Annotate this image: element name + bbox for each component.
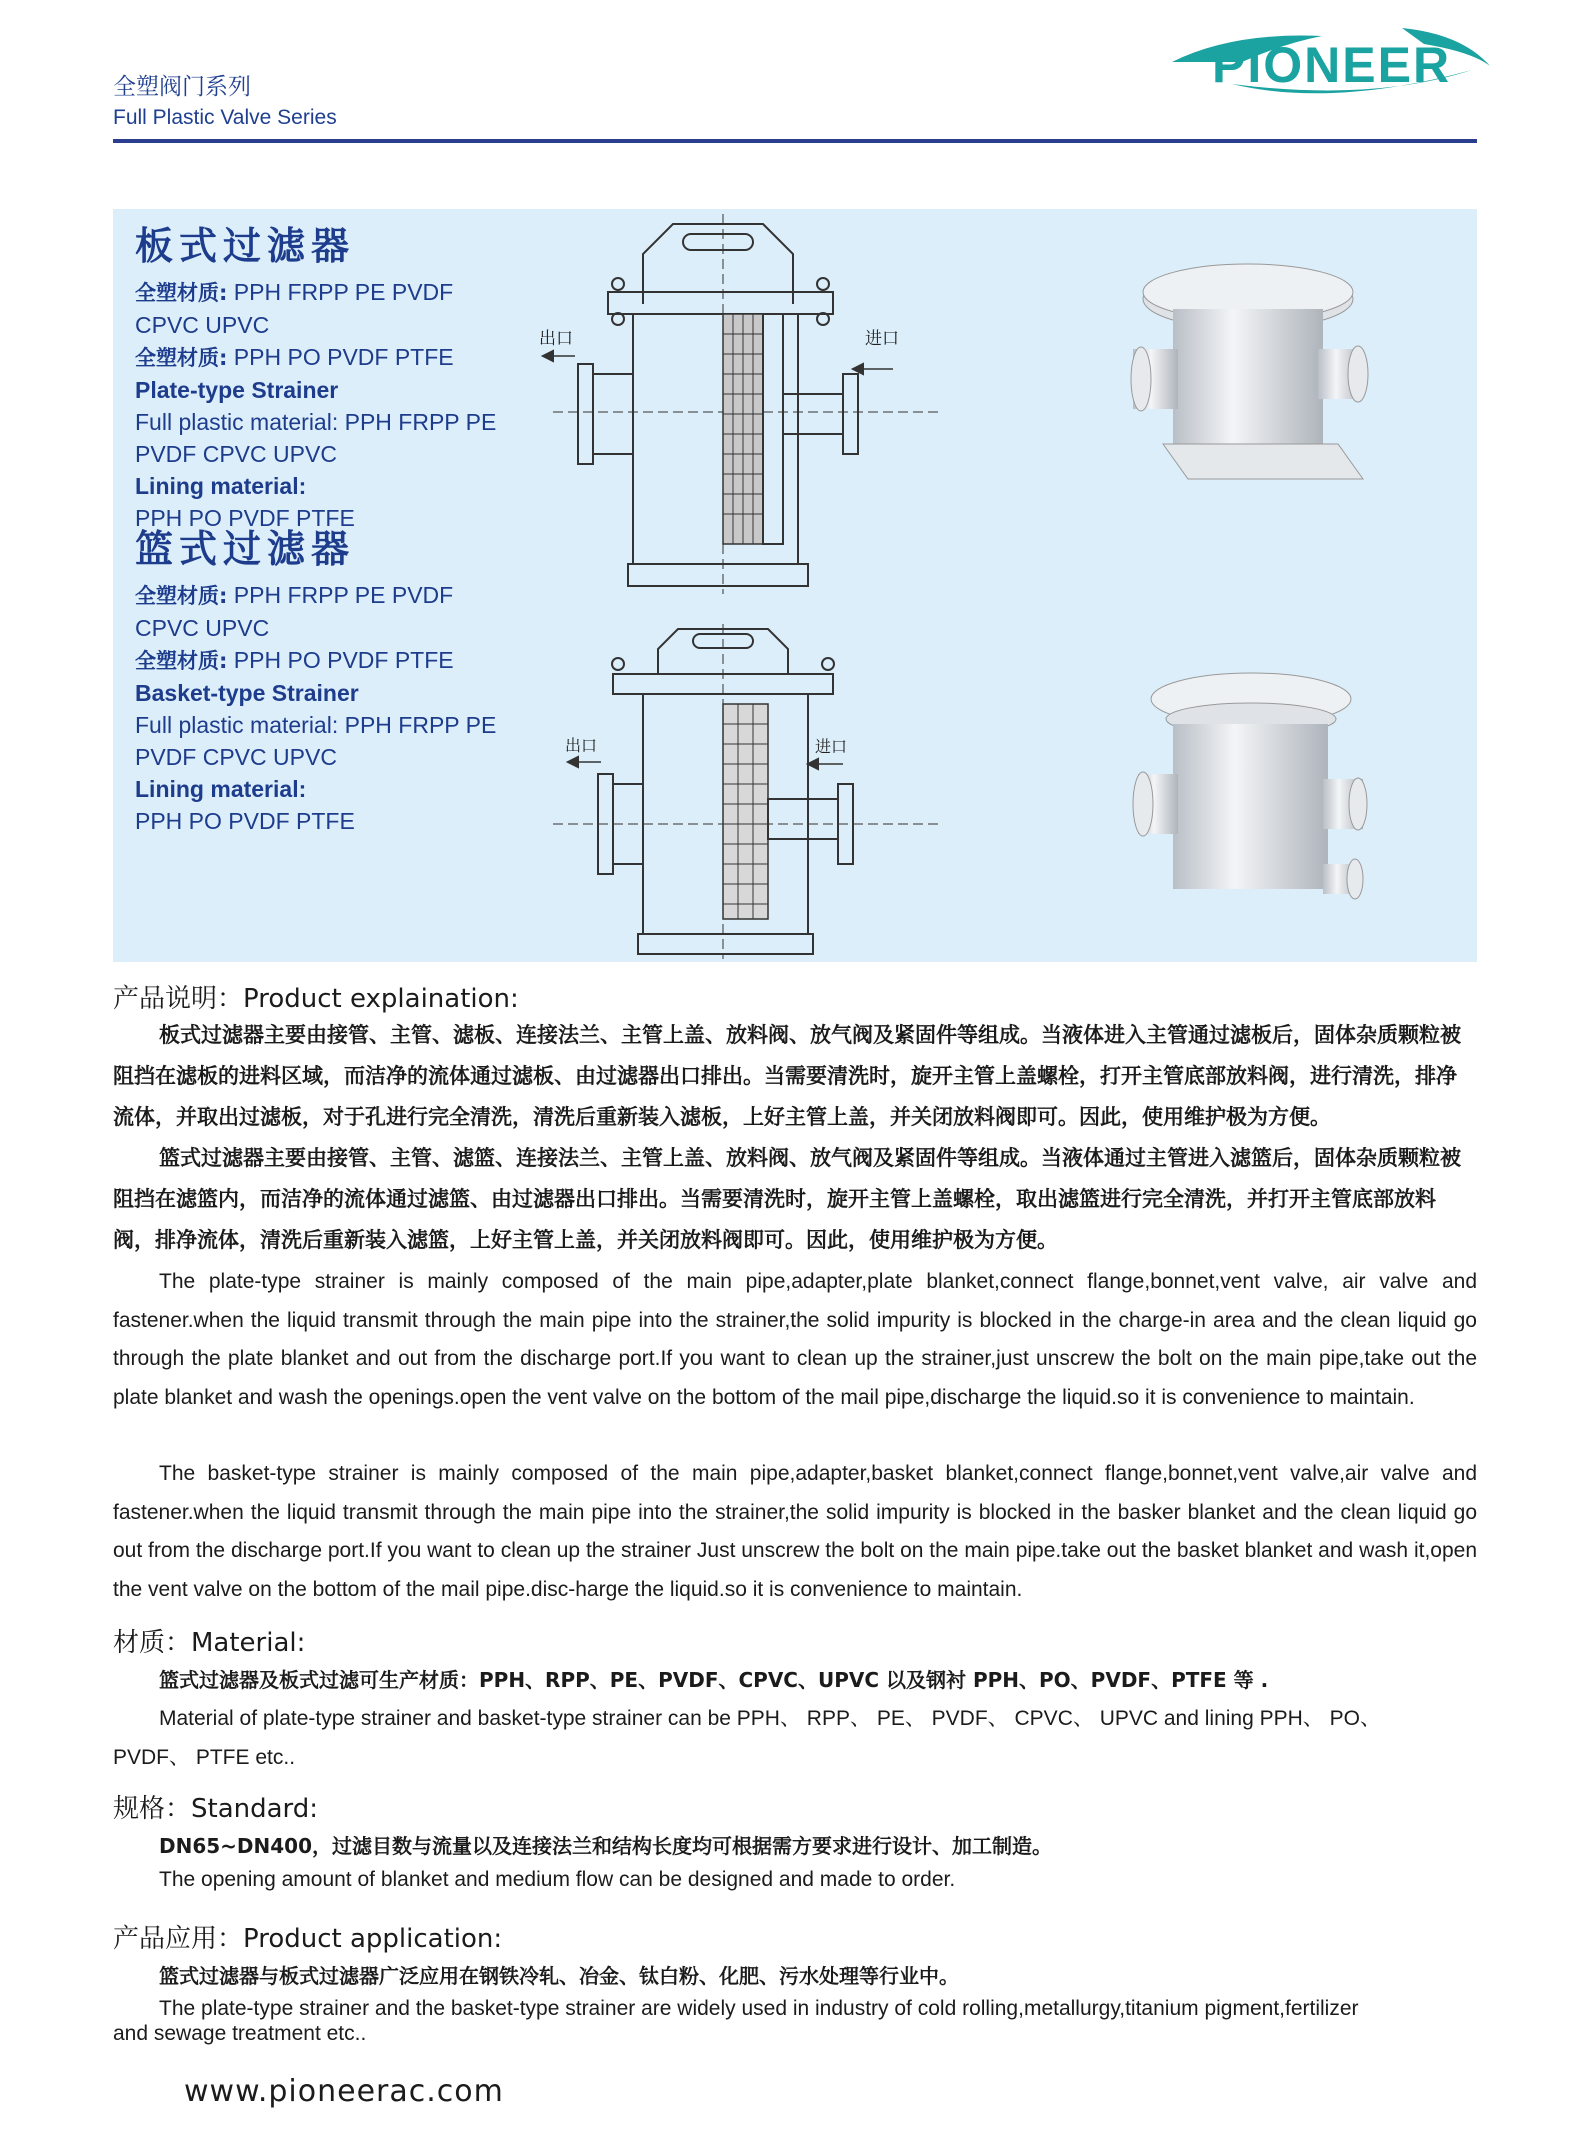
plate-lining-value: PPH PO PVDF PTFE [135,505,355,531]
plate-mat1-value2: CPVC UPVC [135,312,270,338]
footer-website-link[interactable]: www.pioneerac.com [184,2074,504,2109]
explain-cn-plate: 板式过滤器主要由接管、主管、滤板、连接法兰、主管上盖、放料阀、放气阀及紧固件等组成。当液体进入主管通过滤板后，固体杂质颗粒被阻挡在滤板的进料区域，而洁净的流体通过滤板、由过滤器出口排出。当需要清洗时，旋开主管上盖螺栓，打开主管底部放料阀，进行清洗，排净流体，并取出过滤板，对于孔进行完全清洗，清洗后重新装入滤板，上好主管上盖，并关闭放料阀即可。因此，使用维护极为方便。 [113,1023,1461,1129]
explain-cn-basket: 篮式过滤器主要由接管、主管、滤篮、连接法兰、主管上盖、放料阀、放气阀及紧固件等组成。当液体通过主管进入滤篮后，固体杂质颗粒被阻挡在滤篮内，而洁净的流体通过滤篮、由过滤器出口排出。当需要清洗时，旋开主管上盖螺栓，取出滤篮进行完全清洗，并打开主管底部放料阀，排净流体，清洗后重新装入滤篮，上好主管上盖，并关闭放料阀即可。因此，使用维护极为方便。 [113,1146,1461,1252]
basket-mat1-value: PPH FRPP PE PVDF [233,582,454,608]
plate-full-plastic-2: PVDF CPVC UPVC [135,441,337,467]
basket-mat2-label: 全塑材质: [135,649,228,673]
plate-mat1-label: 全塑材质: [135,281,228,305]
standard-en: The opening amount of blanket and medium flow can be designed and made to order. [159,1868,956,1891]
plate-mat2-label: 全塑材质: [135,346,228,370]
standard-cn: DN65~DN400，过滤目数与流量以及连接法兰和结构长度均可根据需方要求进行设计、加工制造。 [159,1834,1053,1858]
material-heading: 材质：Material: [113,1628,306,1658]
standard-heading: 规格：Standard: [113,1794,319,1824]
plate-title-en: Plate-type Strainer [135,377,339,403]
plate-inlet-label: 进口 [865,329,899,349]
basket-mat1-value2: CPVC UPVC [135,615,270,641]
basket-lining-value: PPH PO PVDF PTFE [135,808,355,834]
application-cn: 篮式过滤器与板式过滤器广泛应用在钢铁冷轧、冶金、钛白粉、化肥、污水处理等行业中。 [159,1964,959,1988]
application-en-line1: The plate-type strainer and the basket-type strainer are widely used in industry of cold rolling,metallurgy,titanium pigment,fertilizer [159,1997,1359,2020]
basket-inlet-label: 进口 [815,737,848,756]
application-heading: 产品应用：Product application: [113,1924,503,1954]
basket-mat1-label: 全塑材质: [135,584,228,608]
series-title-en: Full Plastic Valve Series [113,106,337,129]
basket-title-en: Basket-type Strainer [135,680,359,706]
plate-strainer-drawing [539,214,943,604]
logo-text: PIONEER [1212,37,1452,93]
plate-mat1-value: PPH FRPP PE PVDF [233,279,454,305]
basket-strainer-info [135,518,496,837]
material-en-line2: PVDF、 PTFE etc.. [113,1746,296,1769]
basket-strainer-photo [1133,659,1368,919]
plate-outlet-label: 出口 [539,329,573,349]
plate-strainer-info [135,215,496,534]
basket-full-plastic-1: Full plastic material: PPH FRPP PE [135,712,497,738]
basket-strainer-drawing [553,624,943,964]
series-title-cn: 全塑阀门系列 [113,74,251,100]
material-cn: 篮式过滤器及板式过滤可生产材质：PPH、RPP、PE、PVDF、CPVC、UPVC 以及钢衬 PPH、PO、PVDF、PTFE 等 . [159,1668,1269,1692]
explain-heading: 产品说明：Product explaination: [113,984,519,1014]
application-en-line2: and sewage treatment etc.. [113,2022,367,2045]
basket-outlet-label: 出口 [565,736,598,755]
explain-en-basket: The basket-type strainer is mainly composed of the main pipe,adapter,basket blanket,connect flange,bonnet,vent valve,air valve and fastener.when the liquid transmit through the main pipe into the strainer,the solid impurity is blocked in the basker blanket and the clean liquid go out from the discharge port.If you want to clean up the strainer Just unscrew the bolt on the main pipe.take out the basket blanket and wash it,open the vent valve on the bottom of the mail pipe.disc-harge the liquid.so it is convenience to maintain. [113,1462,1477,1601]
pioneer-logo [1172,22,1492,100]
explain-en-plate: The plate-type strainer is mainly composed of the main pipe,adapter,plate blanket,connect flange,bonnet,vent valve, air valve and fastener.when the liquid transmit through the main pipe into the strainer,the solid impurity is blocked in the charge-in area and the clean liquid go through the plate blanket and out from the discharge port.If you want to clean up the strainer,just unscrew the bolt on the main pipe,take out the plate blanket and wash the openings.open the vent valve on the bottom of the mail pipe,discharge the liquid.so it is convenience to maintain. [113,1270,1477,1409]
plate-title-cn: 板式过滤器 [135,224,356,268]
header-divider [113,139,1477,143]
basket-lining-label: Lining material: [135,776,307,802]
basket-mat2-value: PPH PO PVDF PTFE [233,647,454,673]
basket-full-plastic-2: PVDF CPVC UPVC [135,744,337,770]
basket-title-cn: 篮式过滤器 [135,527,356,571]
material-en-line1: Material of plate-type strainer and basket-type strainer can be PPH、 RPP、 PE、 PVDF、 CPVC、 UPVC and lining PPH、 PO、 [159,1707,1381,1730]
plate-lining-label: Lining material: [135,473,307,499]
plate-strainer-photo [1133,254,1368,494]
product-panel [113,209,1477,962]
plate-full-plastic-1: Full plastic material: PPH FRPP PE [135,409,497,435]
plate-mat2-value: PPH PO PVDF PTFE [233,344,454,370]
